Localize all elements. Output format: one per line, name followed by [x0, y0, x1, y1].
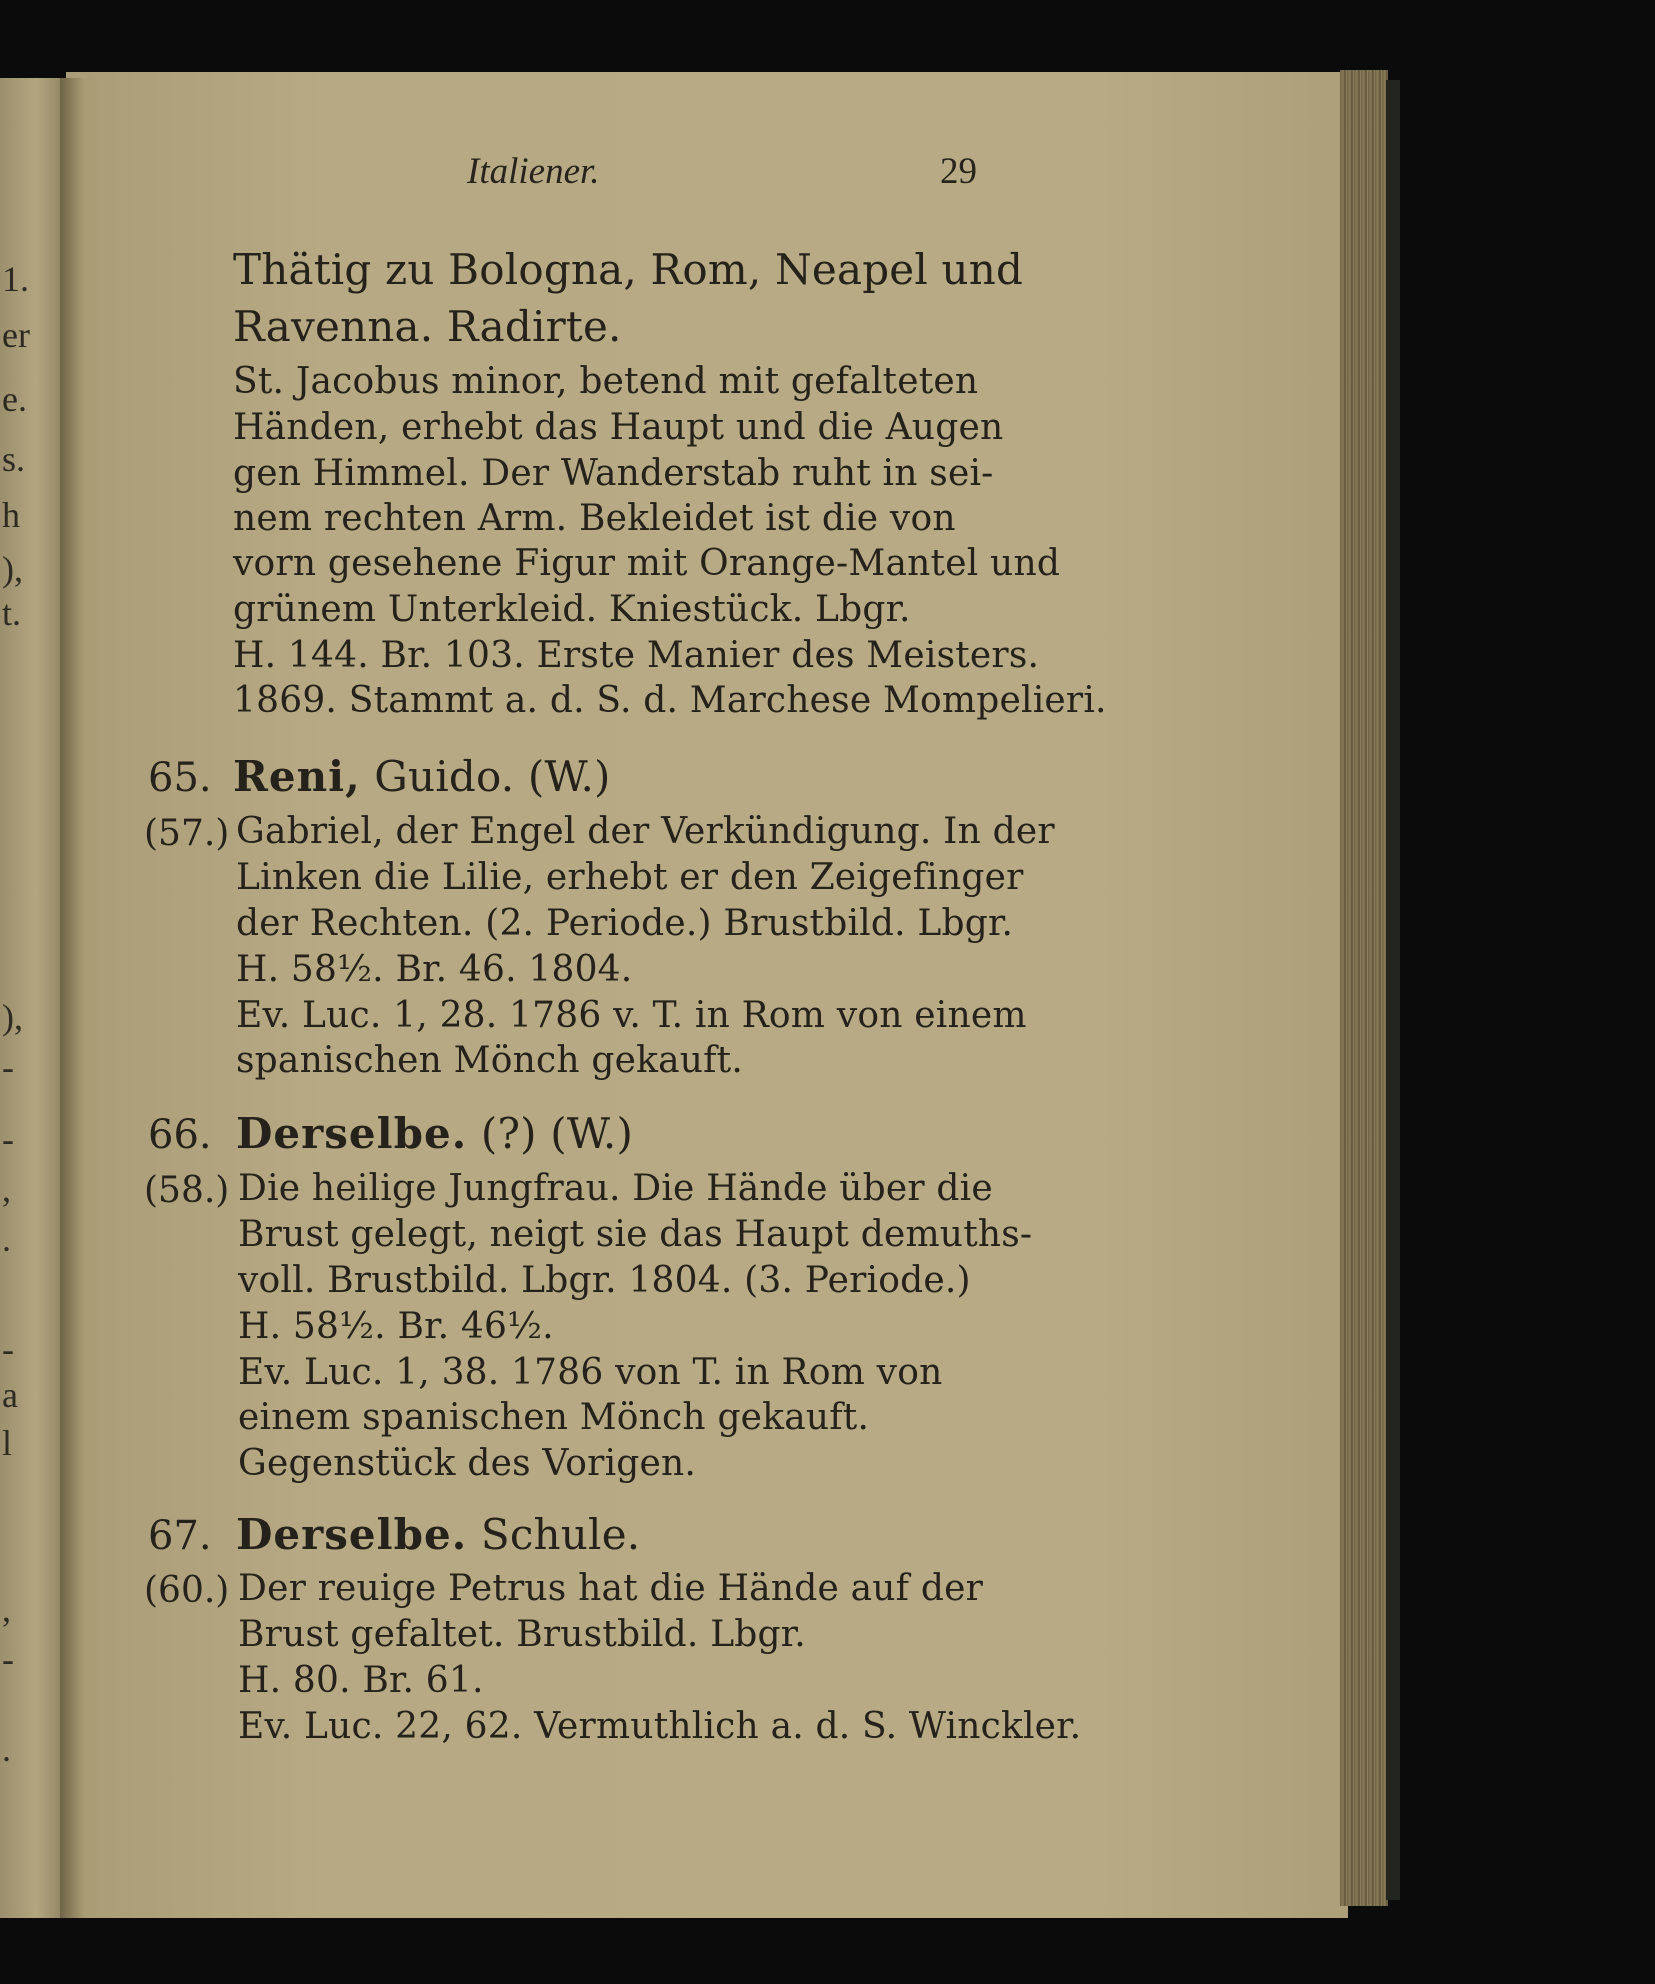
artist-name: Derselbe. — [236, 1109, 468, 1158]
prev-page-fragment: 1. — [2, 259, 29, 299]
prev-page-fragment: e. — [2, 379, 27, 419]
entry-line: Der reuige Petrus hat die Hände auf der — [238, 1568, 983, 1609]
old-number: (57.) — [144, 813, 230, 854]
prev-page-fragment: t. — [2, 593, 22, 633]
page-number: 29 — [940, 151, 977, 192]
entry-heading — [236, 1510, 640, 1559]
running-title: Italiener. — [467, 151, 600, 192]
prev-page-fragment: er — [2, 315, 30, 355]
prev-page-fragment: a — [2, 1375, 18, 1415]
entry-number: 66. — [148, 1112, 212, 1158]
entry-line: Gabriel, der Engel der Verkündigung. In der — [236, 811, 1055, 852]
entry-line: spanischen Mönch gekauft. — [236, 1040, 743, 1081]
entry-line: einem spanischen Mönch gekauft. — [238, 1397, 870, 1438]
entry-line: H. 80. Br. 61. — [238, 1660, 484, 1701]
prev-page-fragment: h — [2, 495, 20, 535]
prev-page-fragment: , — [2, 1169, 11, 1209]
entry-line: voll. Brustbild. Lbgr. 1804. (3. Periode.) — [238, 1260, 971, 1301]
intro-body-line: St. Jacobus minor, betend mit gefalteten — [233, 361, 979, 402]
previous-page-edge — [0, 78, 66, 1918]
entry-heading-rest: Schule. — [467, 1510, 641, 1559]
prev-page-fragment: - — [2, 1639, 14, 1679]
entry-line: Linken die Lilie, erhebt er den Zeigefinger — [236, 857, 1024, 898]
entry-line: Ev. Luc. 1, 38. 1786 von T. in Rom von — [238, 1352, 943, 1393]
entry-number: 67. — [148, 1513, 212, 1559]
book-cover-board — [1386, 80, 1400, 1900]
entry-line: Gegenstück des Vorigen. — [238, 1443, 697, 1484]
prev-page-fragment: - — [2, 1047, 14, 1087]
prev-page-fragment: ), — [2, 549, 23, 589]
entry-heading-rest: (?) (W.) — [467, 1109, 634, 1158]
prev-page-fragment: - — [2, 1329, 14, 1369]
entry-line: Die heilige Jungfrau. Die Hände über die — [238, 1168, 993, 1209]
intro-body-line: Händen, erhebt das Haupt und die Augen — [233, 407, 1004, 448]
prev-page-fragment: ), — [2, 997, 23, 1037]
intro-body-line: nem rechten Arm. Bekleidet ist die von — [233, 498, 956, 539]
prev-page-fragment: s. — [2, 439, 26, 479]
page-edges — [1340, 70, 1388, 1906]
prev-page-fragment: l — [2, 1423, 13, 1463]
prev-page-fragment: . — [2, 1729, 11, 1769]
intro-line: Ravenna. Radirte. — [233, 302, 622, 351]
entry-line: Ev. Luc. 22, 62. Vermuthlich a. d. S. Winckler. — [238, 1706, 1082, 1747]
artist-name: Reni, — [233, 752, 361, 801]
entry-line: Ev. Luc. 1, 28. 1786 v. T. in Rom von einem — [236, 995, 1027, 1036]
prev-page-fragment: , — [2, 1589, 11, 1629]
entry-heading — [236, 1109, 633, 1158]
intro-line: Thätig zu Bologna, Rom, Neapel und — [233, 245, 1024, 294]
intro-body-line: 1869. Stammt a. d. S. d. Marchese Mompelieri. — [233, 680, 1107, 721]
entry-line: Brust gefaltet. Brustbild. Lbgr. — [238, 1614, 806, 1655]
entry-line: der Rechten. (2. Periode.) Brustbild. Lbgr. — [236, 903, 1014, 944]
prev-page-fragment: - — [2, 1119, 14, 1159]
entry-heading-rest: Guido. (W.) — [360, 752, 611, 801]
intro-body-line: gen Himmel. Der Wanderstab ruht in sei- — [233, 453, 994, 494]
old-number: (58.) — [144, 1170, 230, 1211]
page-gutter — [60, 78, 100, 1918]
entry-line: Brust gelegt, neigt sie das Haupt demuths- — [238, 1214, 1033, 1255]
intro-body-line: H. 144. Br. 103. Erste Manier des Meisters. — [233, 635, 1040, 676]
intro-body-line: grünem Unterkleid. Kniestück. Lbgr. — [233, 589, 911, 630]
prev-page-fragment: . — [2, 1219, 11, 1259]
artist-name: Derselbe. — [236, 1510, 468, 1559]
entry-heading — [233, 752, 611, 801]
entry-line: H. 58½. Br. 46½. — [238, 1306, 554, 1347]
entry-number: 65. — [148, 755, 212, 801]
old-number: (60.) — [144, 1570, 230, 1611]
entry-line: H. 58½. Br. 46. 1804. — [236, 949, 633, 990]
intro-body-line: vorn gesehene Figur mit Orange-Mantel und — [233, 543, 1061, 584]
